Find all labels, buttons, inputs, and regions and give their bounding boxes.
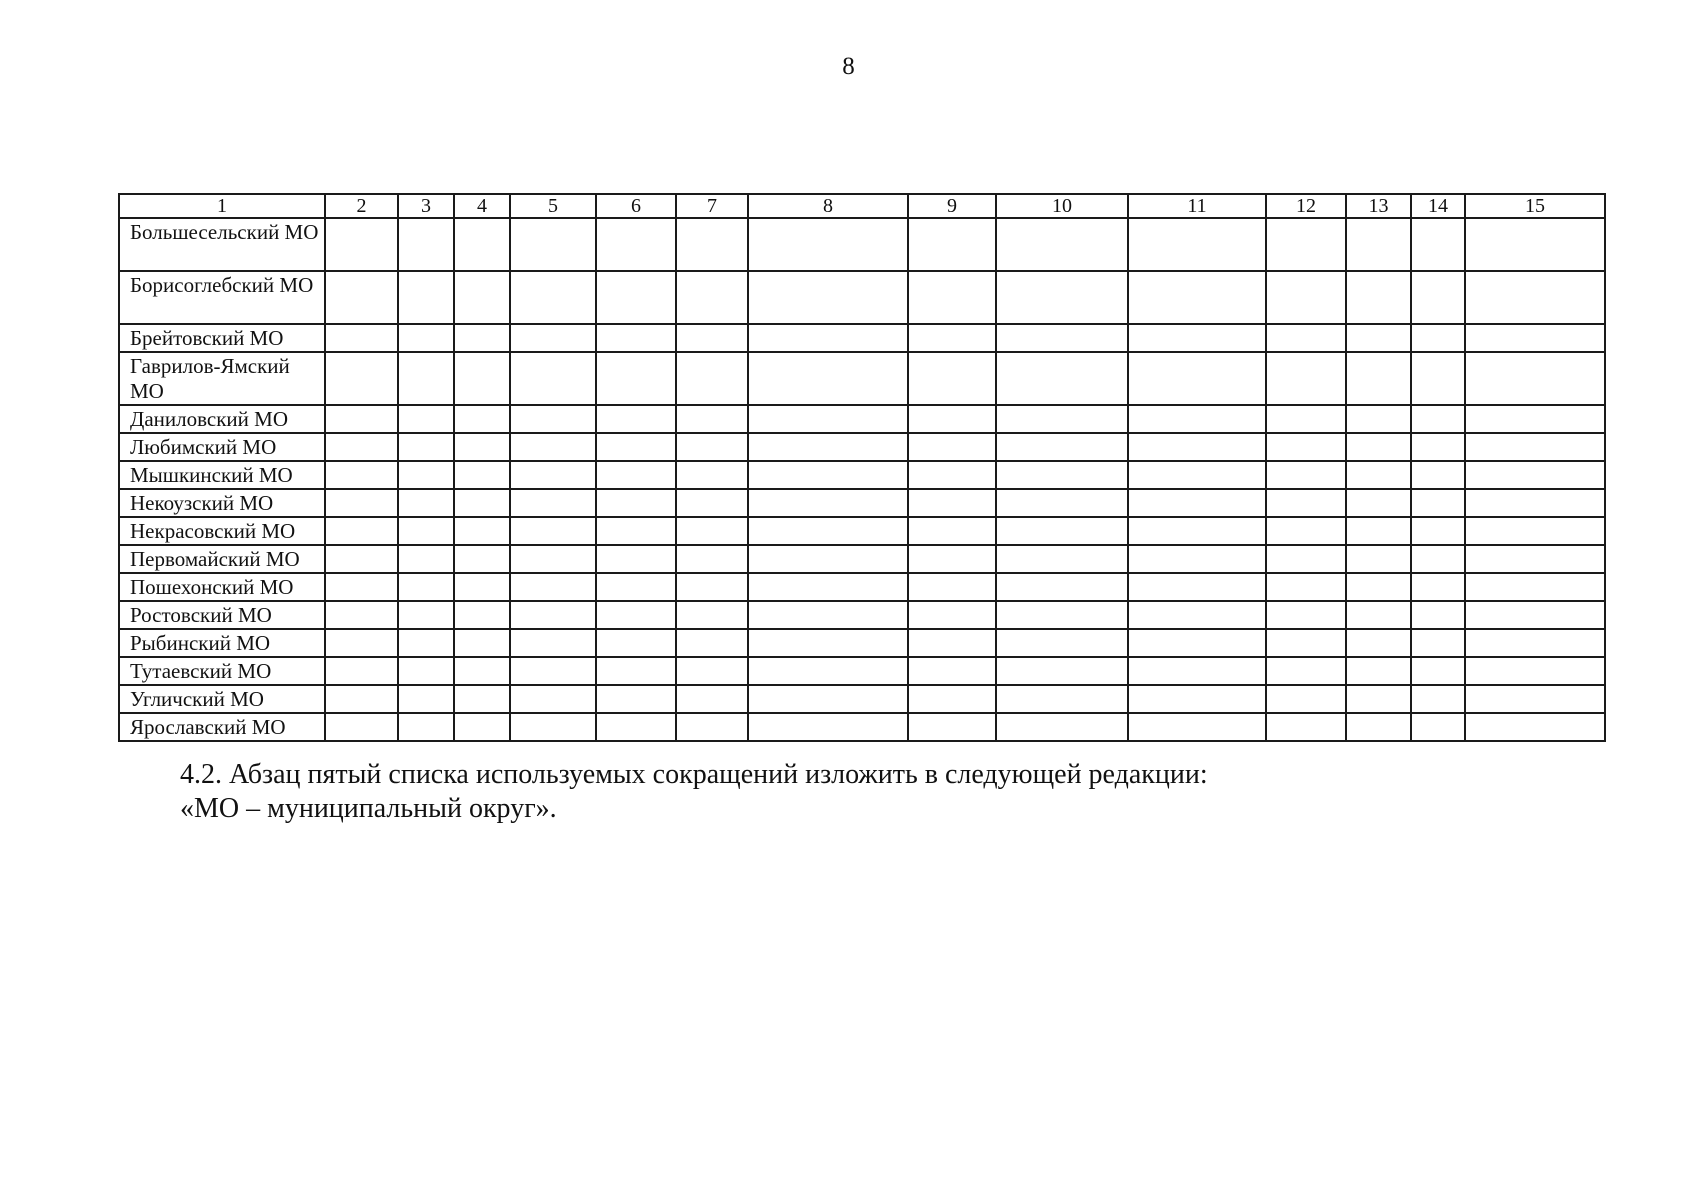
empty-cell xyxy=(1266,433,1346,461)
district-name-cell: Ярославский МО xyxy=(119,713,325,741)
empty-cell xyxy=(398,405,454,433)
district-name-cell: Тутаевский МО xyxy=(119,657,325,685)
empty-cell xyxy=(325,657,398,685)
empty-cell xyxy=(996,433,1128,461)
empty-cell xyxy=(908,545,996,573)
empty-cell xyxy=(996,713,1128,741)
empty-cell xyxy=(1128,218,1266,271)
empty-cell xyxy=(596,601,676,629)
table-row xyxy=(119,461,1605,489)
empty-cell xyxy=(748,405,908,433)
empty-cell xyxy=(398,601,454,629)
empty-cell xyxy=(398,629,454,657)
empty-cell xyxy=(676,573,748,601)
empty-cell xyxy=(325,713,398,741)
empty-cell xyxy=(510,324,596,352)
empty-cell xyxy=(596,489,676,517)
empty-cell xyxy=(1346,545,1411,573)
empty-cell xyxy=(1411,713,1465,741)
empty-cell xyxy=(1346,517,1411,545)
empty-cell xyxy=(1465,601,1605,629)
empty-cell xyxy=(510,545,596,573)
empty-cell xyxy=(596,713,676,741)
empty-cell xyxy=(510,573,596,601)
district-name-cell: Некрасовский МО xyxy=(119,517,325,545)
empty-cell xyxy=(676,433,748,461)
column-header: 10 xyxy=(996,194,1128,218)
empty-cell xyxy=(596,271,676,324)
empty-cell xyxy=(325,461,398,489)
table-row xyxy=(119,601,1605,629)
municipal-districts-table xyxy=(118,193,1606,742)
empty-cell xyxy=(1346,324,1411,352)
empty-cell xyxy=(510,601,596,629)
column-header: 13 xyxy=(1346,194,1411,218)
empty-cell xyxy=(596,629,676,657)
empty-cell xyxy=(398,657,454,685)
empty-cell xyxy=(1128,405,1266,433)
empty-cell xyxy=(1266,324,1346,352)
empty-cell xyxy=(510,489,596,517)
empty-cell xyxy=(748,218,908,271)
empty-cell xyxy=(454,713,510,741)
empty-cell xyxy=(454,352,510,405)
empty-cell xyxy=(510,657,596,685)
column-header: 6 xyxy=(596,194,676,218)
empty-cell xyxy=(596,685,676,713)
empty-cell xyxy=(1266,545,1346,573)
empty-cell xyxy=(676,601,748,629)
empty-cell xyxy=(996,517,1128,545)
empty-cell xyxy=(1465,461,1605,489)
empty-cell xyxy=(676,713,748,741)
empty-cell xyxy=(1128,713,1266,741)
empty-cell xyxy=(325,517,398,545)
empty-cell xyxy=(325,573,398,601)
amendment-paragraph: 4.2. Абзац пятый списка используемых сокращений изложить в следующей редакции: xyxy=(180,759,1208,790)
table-row xyxy=(119,573,1605,601)
empty-cell xyxy=(748,573,908,601)
table-row xyxy=(119,517,1605,545)
table-row xyxy=(119,685,1605,713)
empty-cell xyxy=(1465,545,1605,573)
column-header: 4 xyxy=(454,194,510,218)
empty-cell xyxy=(510,271,596,324)
empty-cell xyxy=(510,433,596,461)
empty-cell xyxy=(1128,271,1266,324)
empty-cell xyxy=(1465,629,1605,657)
empty-cell xyxy=(1128,517,1266,545)
district-name-cell: Пошехонский МО xyxy=(119,573,325,601)
empty-cell xyxy=(748,657,908,685)
empty-cell xyxy=(908,489,996,517)
empty-cell xyxy=(1266,352,1346,405)
empty-cell xyxy=(996,324,1128,352)
column-header: 7 xyxy=(676,194,748,218)
district-name-cell: Любимский МО xyxy=(119,433,325,461)
empty-cell xyxy=(1465,324,1605,352)
empty-cell xyxy=(908,685,996,713)
empty-cell xyxy=(1411,324,1465,352)
empty-cell xyxy=(510,685,596,713)
empty-cell xyxy=(996,271,1128,324)
empty-cell xyxy=(1411,657,1465,685)
district-name-cell: Ростовский МО xyxy=(119,601,325,629)
empty-cell xyxy=(1465,352,1605,405)
column-header: 15 xyxy=(1465,194,1605,218)
table-row xyxy=(119,713,1605,741)
column-header: 12 xyxy=(1266,194,1346,218)
empty-cell xyxy=(1346,218,1411,271)
empty-cell xyxy=(1266,461,1346,489)
empty-cell xyxy=(748,713,908,741)
empty-cell xyxy=(454,405,510,433)
empty-cell xyxy=(510,713,596,741)
empty-cell xyxy=(398,713,454,741)
table-row xyxy=(119,352,1605,405)
empty-cell xyxy=(908,271,996,324)
empty-cell xyxy=(596,352,676,405)
amendment-quote: «МО – муниципальный округ». xyxy=(180,793,557,824)
empty-cell xyxy=(596,433,676,461)
empty-cell xyxy=(1465,433,1605,461)
empty-cell xyxy=(596,657,676,685)
table-row xyxy=(119,489,1605,517)
empty-cell xyxy=(908,517,996,545)
empty-cell xyxy=(908,629,996,657)
empty-cell xyxy=(398,517,454,545)
empty-cell xyxy=(1411,573,1465,601)
empty-cell xyxy=(325,433,398,461)
empty-cell xyxy=(454,517,510,545)
empty-cell xyxy=(1465,685,1605,713)
column-header: 3 xyxy=(398,194,454,218)
empty-cell xyxy=(1346,352,1411,405)
column-header: 9 xyxy=(908,194,996,218)
empty-cell xyxy=(1465,713,1605,741)
empty-cell xyxy=(1465,218,1605,271)
empty-cell xyxy=(1346,405,1411,433)
table-row xyxy=(119,218,1605,271)
empty-cell xyxy=(1128,545,1266,573)
empty-cell xyxy=(676,489,748,517)
table-row xyxy=(119,657,1605,685)
empty-cell xyxy=(748,545,908,573)
empty-cell xyxy=(908,324,996,352)
empty-cell xyxy=(596,405,676,433)
empty-cell xyxy=(510,461,596,489)
empty-cell xyxy=(398,433,454,461)
empty-cell xyxy=(1465,405,1605,433)
empty-cell xyxy=(996,629,1128,657)
empty-cell xyxy=(1465,517,1605,545)
empty-cell xyxy=(908,601,996,629)
empty-cell xyxy=(398,461,454,489)
empty-cell xyxy=(510,218,596,271)
empty-cell xyxy=(398,573,454,601)
empty-cell xyxy=(510,629,596,657)
empty-cell xyxy=(596,324,676,352)
empty-cell xyxy=(325,405,398,433)
empty-cell xyxy=(325,685,398,713)
empty-cell xyxy=(1465,573,1605,601)
column-header: 2 xyxy=(325,194,398,218)
empty-cell xyxy=(1411,461,1465,489)
empty-cell xyxy=(325,218,398,271)
empty-cell xyxy=(454,629,510,657)
column-header: 11 xyxy=(1128,194,1266,218)
empty-cell xyxy=(596,545,676,573)
empty-cell xyxy=(676,352,748,405)
empty-cell xyxy=(398,271,454,324)
empty-cell xyxy=(908,657,996,685)
empty-cell xyxy=(454,324,510,352)
empty-cell xyxy=(1266,685,1346,713)
empty-cell xyxy=(676,517,748,545)
empty-cell xyxy=(454,657,510,685)
empty-cell xyxy=(676,685,748,713)
empty-cell xyxy=(908,573,996,601)
empty-cell xyxy=(748,685,908,713)
empty-cell xyxy=(325,629,398,657)
district-name-cell: Гаврилов-Ямский МО xyxy=(119,352,325,405)
empty-cell xyxy=(454,573,510,601)
empty-cell xyxy=(1266,271,1346,324)
empty-cell xyxy=(1411,601,1465,629)
empty-cell xyxy=(1266,517,1346,545)
empty-cell xyxy=(1346,461,1411,489)
district-name-cell: Большесельский МО xyxy=(119,218,325,271)
empty-cell xyxy=(996,489,1128,517)
empty-cell xyxy=(1411,629,1465,657)
table-row xyxy=(119,324,1605,352)
empty-cell xyxy=(1128,461,1266,489)
empty-cell xyxy=(1411,218,1465,271)
empty-cell xyxy=(996,218,1128,271)
empty-cell xyxy=(1128,573,1266,601)
empty-cell xyxy=(1411,489,1465,517)
empty-cell xyxy=(1128,352,1266,405)
empty-cell xyxy=(596,218,676,271)
empty-cell xyxy=(676,405,748,433)
empty-cell xyxy=(748,324,908,352)
empty-cell xyxy=(1128,629,1266,657)
empty-cell xyxy=(996,657,1128,685)
district-name-cell: Брейтовский МО xyxy=(119,324,325,352)
empty-cell xyxy=(454,433,510,461)
empty-cell xyxy=(996,573,1128,601)
empty-cell xyxy=(1465,489,1605,517)
empty-cell xyxy=(1266,601,1346,629)
empty-cell xyxy=(996,405,1128,433)
empty-cell xyxy=(1465,271,1605,324)
empty-cell xyxy=(510,352,596,405)
amendment-text xyxy=(180,758,1600,826)
empty-cell xyxy=(454,685,510,713)
empty-cell xyxy=(1411,517,1465,545)
empty-cell xyxy=(454,271,510,324)
empty-cell xyxy=(908,405,996,433)
empty-cell xyxy=(748,352,908,405)
empty-cell xyxy=(1411,352,1465,405)
empty-cell xyxy=(1346,685,1411,713)
empty-cell xyxy=(1266,657,1346,685)
empty-cell xyxy=(748,489,908,517)
empty-cell xyxy=(1266,713,1346,741)
empty-cell xyxy=(676,657,748,685)
empty-cell xyxy=(596,573,676,601)
empty-cell xyxy=(908,433,996,461)
empty-cell xyxy=(398,685,454,713)
empty-cell xyxy=(1411,405,1465,433)
empty-cell xyxy=(1411,685,1465,713)
empty-cell xyxy=(325,601,398,629)
empty-cell xyxy=(454,545,510,573)
empty-cell xyxy=(1128,324,1266,352)
empty-cell xyxy=(1266,218,1346,271)
empty-cell xyxy=(1266,573,1346,601)
empty-cell xyxy=(1411,271,1465,324)
column-header: 1 xyxy=(119,194,325,218)
empty-cell xyxy=(908,352,996,405)
column-header: 5 xyxy=(510,194,596,218)
table-header-row xyxy=(119,194,1605,218)
empty-cell xyxy=(1346,629,1411,657)
empty-cell xyxy=(454,489,510,517)
table-row xyxy=(119,433,1605,461)
empty-cell xyxy=(1128,489,1266,517)
empty-cell xyxy=(908,713,996,741)
empty-cell xyxy=(748,433,908,461)
empty-cell xyxy=(1465,657,1605,685)
district-name-cell: Борисоглебский МО xyxy=(119,271,325,324)
empty-cell xyxy=(454,461,510,489)
empty-cell xyxy=(1128,433,1266,461)
table-row xyxy=(119,545,1605,573)
empty-cell xyxy=(676,271,748,324)
empty-cell xyxy=(325,489,398,517)
empty-cell xyxy=(996,461,1128,489)
table-row xyxy=(119,405,1605,433)
empty-cell xyxy=(996,685,1128,713)
empty-cell xyxy=(748,629,908,657)
table-row xyxy=(119,271,1605,324)
empty-cell xyxy=(1346,489,1411,517)
empty-cell xyxy=(748,601,908,629)
empty-cell xyxy=(454,218,510,271)
district-name-cell: Даниловский МО xyxy=(119,405,325,433)
empty-cell xyxy=(996,601,1128,629)
empty-cell xyxy=(676,324,748,352)
empty-cell xyxy=(1128,685,1266,713)
empty-cell xyxy=(1128,657,1266,685)
district-name-cell: Некоузский МО xyxy=(119,489,325,517)
empty-cell xyxy=(398,489,454,517)
empty-cell xyxy=(676,218,748,271)
empty-cell xyxy=(510,405,596,433)
empty-cell xyxy=(398,545,454,573)
empty-cell xyxy=(510,517,596,545)
empty-cell xyxy=(1411,433,1465,461)
empty-cell xyxy=(398,352,454,405)
empty-cell xyxy=(1346,601,1411,629)
empty-cell xyxy=(1266,629,1346,657)
empty-cell xyxy=(325,324,398,352)
district-name-cell: Первомайский МО xyxy=(119,545,325,573)
empty-cell xyxy=(676,629,748,657)
empty-cell xyxy=(1128,601,1266,629)
empty-cell xyxy=(1346,433,1411,461)
empty-cell xyxy=(748,461,908,489)
empty-cell xyxy=(1346,271,1411,324)
empty-cell xyxy=(398,324,454,352)
column-header: 8 xyxy=(748,194,908,218)
empty-cell xyxy=(325,352,398,405)
column-header: 14 xyxy=(1411,194,1465,218)
empty-cell xyxy=(596,461,676,489)
empty-cell xyxy=(676,461,748,489)
page-number: 8 xyxy=(842,53,855,80)
empty-cell xyxy=(1346,713,1411,741)
empty-cell xyxy=(1346,657,1411,685)
empty-cell xyxy=(908,218,996,271)
empty-cell xyxy=(454,601,510,629)
empty-cell xyxy=(908,461,996,489)
empty-cell xyxy=(676,545,748,573)
empty-cell xyxy=(398,218,454,271)
empty-cell xyxy=(325,545,398,573)
empty-cell xyxy=(996,352,1128,405)
empty-cell xyxy=(1266,489,1346,517)
district-name-cell: Мышкинский МО xyxy=(119,461,325,489)
district-name-cell: Рыбинский МО xyxy=(119,629,325,657)
empty-cell xyxy=(748,517,908,545)
empty-cell xyxy=(748,271,908,324)
empty-cell xyxy=(1266,405,1346,433)
empty-cell xyxy=(996,545,1128,573)
table-row xyxy=(119,629,1605,657)
empty-cell xyxy=(325,271,398,324)
empty-cell xyxy=(596,517,676,545)
empty-cell xyxy=(1346,573,1411,601)
empty-cell xyxy=(1411,545,1465,573)
district-name-cell: Угличский МО xyxy=(119,685,325,713)
